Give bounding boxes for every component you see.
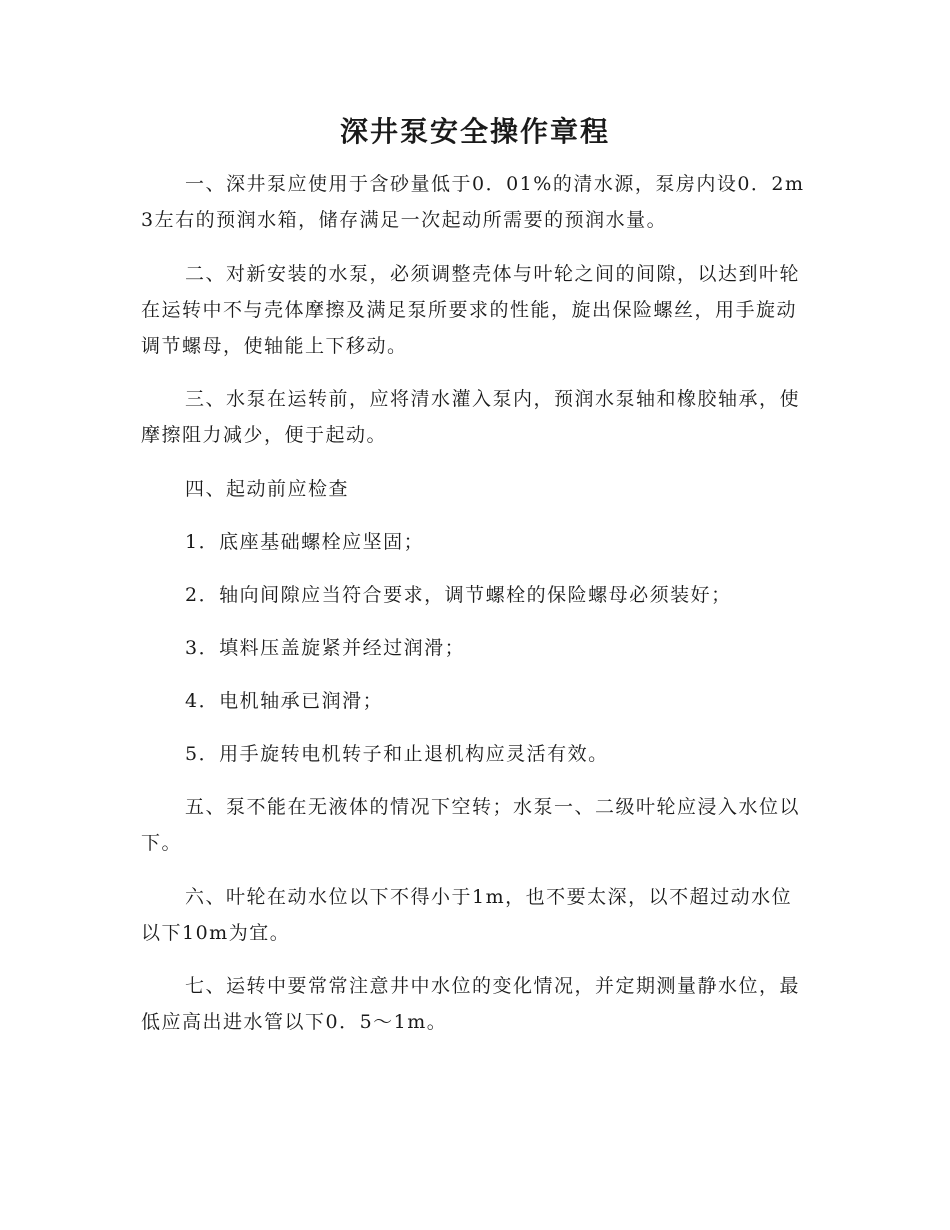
section-4-heading: 四、起动前应检查 (185, 478, 350, 500)
checklist-item-2: 2．轴向间隙应当符合要求，调节螺栓的保险螺母必须装好； (185, 584, 732, 606)
checklist-item-5: 5．用手旋转电机转子和止退机构应灵活有效。 (185, 743, 609, 765)
checklist-item-3: 3．填料压盖旋紧并经过润滑； (185, 637, 466, 659)
checklist-item-4: 4．电机轴承已润滑； (185, 690, 384, 712)
section-2-paragraph: 二、对新安装的水泵，必须调整壳体与叶轮之间的间隙，以达到叶轮在运转中不与壳体摩擦及满足泵所要求的性能，旋出保险螺丝，用手旋动调节螺母，使轴能上下移动。 (141, 263, 801, 357)
section-3-paragraph: 三、水泵在运转前，应将清水灌入泵内，预润水泵轴和橡胶轴承，使摩擦阻力减少，便于起动。 (141, 388, 801, 446)
section-1-paragraph: 一、深井泵应使用于含砂量低于0．01%的清水源，泵房内设0．2m3左右的预润水箱，储存满足一次起动所需要的预润水量。 (141, 173, 805, 231)
checklist-item-1: 1．底座基础螺栓应坚固； (185, 531, 425, 553)
section-5-paragraph: 五、泵不能在无液体的情况下空转；水泵一、二级叶轮应浸入水位以下。 (141, 796, 801, 854)
section-7-paragraph: 七、运转中要常常注意井中水位的变化情况，并定期测量静水位，最低应高出进水管以下0．5～1m。 (141, 975, 801, 1033)
document-title: 深井泵安全操作章程 (339, 115, 610, 148)
section-6-paragraph: 六、叶轮在动水位以下不得小于1m，也不要太深，以不超过动水位以下10m为宜。 (141, 886, 793, 944)
